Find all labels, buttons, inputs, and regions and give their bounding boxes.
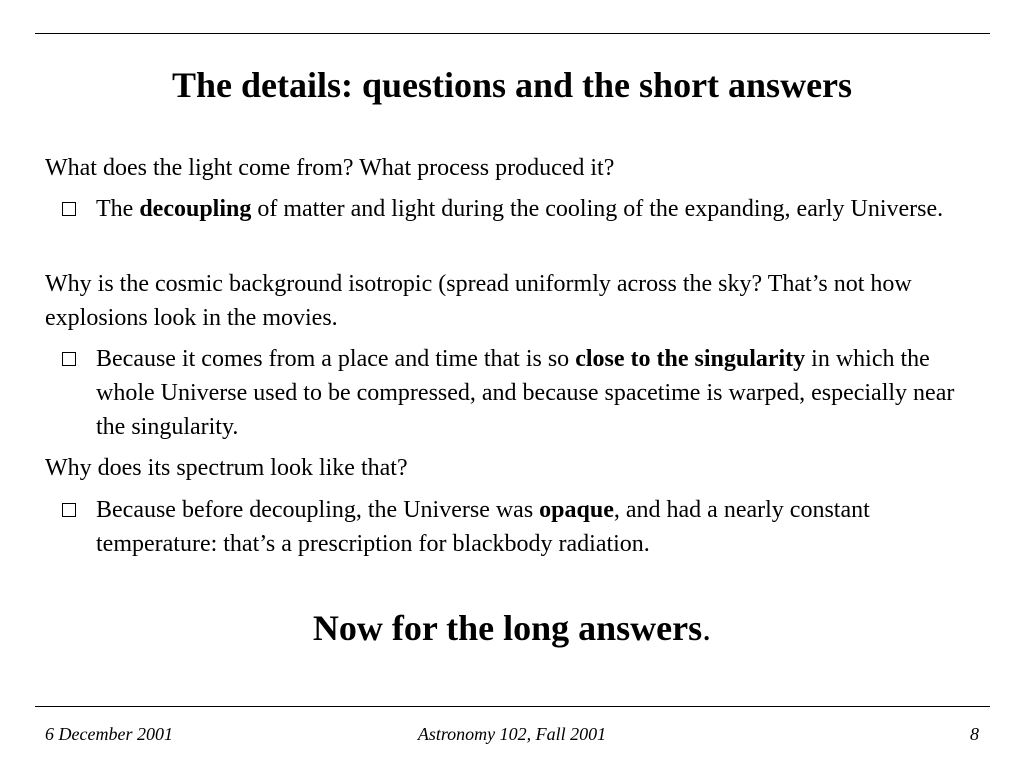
question-3: Why does its spectrum look like that?: [45, 455, 408, 481]
square-bullet-icon: [62, 202, 76, 216]
answer-2-text-before: Because it comes from a place and time that is so: [96, 346, 576, 372]
bottom-divider: [35, 706, 990, 707]
footer-date: 6 December 2001: [45, 724, 173, 744]
answer-3-text-before: Because before decoupling, the Universe was: [96, 497, 540, 523]
answer-1-text-before: The: [96, 196, 140, 222]
question-1: What does the light come from? What process produced it?: [45, 155, 615, 181]
answer-3: [96, 493, 981, 561]
top-divider: [35, 33, 990, 34]
question-2: Why is the cosmic background isotropic (spread uniformly across the sky? That’s not how explosions look in the movies.: [45, 271, 912, 331]
footer-page-number: 8: [970, 724, 979, 744]
slide-title: The details: questions and the short answers: [171, 65, 853, 105]
answer-1-emphasis: decoupling: [139, 196, 252, 222]
answer-2-emphasis: close to the singularity: [575, 346, 806, 372]
answer-3-text-after: , and had a nearly constant temperature: that’s a prescription for blackbody radiation.: [96, 497, 870, 557]
answer-1: [96, 192, 981, 226]
footer-course: Astronomy 102, Fall 2001: [417, 724, 607, 744]
answer-3-emphasis: opaque: [539, 497, 614, 523]
closing-emphasis: Now for the long answers: [312, 608, 703, 648]
answer-1-text-after: of matter and light during the cooling of the expanding, early Universe.: [251, 196, 944, 222]
closing-punctuation: .: [702, 608, 712, 648]
square-bullet-icon: [62, 503, 76, 517]
square-bullet-icon: [62, 352, 76, 366]
answer-2: [96, 342, 981, 444]
answer-2-text-after: in which the whole Universe used to be compressed, and because spacetime is warped, especially near the singularity.: [96, 346, 955, 440]
closing-statement: [0, 606, 1024, 650]
